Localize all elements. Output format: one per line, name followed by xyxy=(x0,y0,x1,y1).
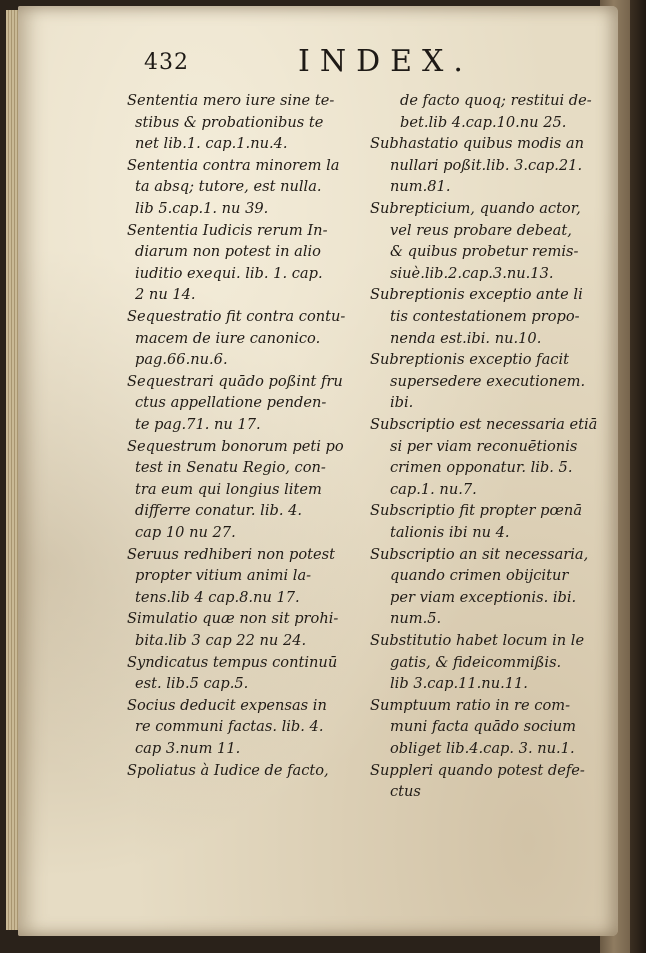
index-line: Subscriptio est necessaria etiā xyxy=(370,416,598,433)
index-line: cap 3.num 11. xyxy=(135,740,241,757)
index-line: Sumptuum ratio in re com- xyxy=(370,696,571,714)
index-line: 2 nu 14. xyxy=(135,286,196,304)
index-line: Sententia contra minorem la xyxy=(127,156,340,174)
index-line: ibi. xyxy=(390,394,414,412)
index-line: per viam exceptionis. ibi. xyxy=(390,588,577,606)
index-line: re communi factas. lib. 4. xyxy=(135,718,324,736)
index-line: macem de iure canonico. xyxy=(135,329,321,347)
index-line: Suppleri quando potest defe- xyxy=(370,761,585,779)
index-line: crimen opponatur. lib. 5. xyxy=(390,459,573,477)
index-line: stibus & probationibus te xyxy=(135,113,324,131)
book-spine xyxy=(630,0,646,953)
index-line: si per viam reconuētionis xyxy=(390,437,578,455)
index-line: differre conatur. lib. 4. xyxy=(135,502,303,520)
page-number: 432 xyxy=(144,50,189,75)
index-line: Spoliatus à Iudice de facto, xyxy=(127,761,329,779)
index-line: net lib.1. cap.1.nu.4. xyxy=(135,135,288,153)
index-line: de facto quoq; restitui de- xyxy=(400,92,592,109)
index-line: propter vitium animi la- xyxy=(135,567,312,585)
index-line: supersedere executionem. xyxy=(390,372,586,390)
index-line: ctus xyxy=(390,783,421,801)
index-line: Socius deducit expensas in xyxy=(127,696,327,714)
index-line: Sententia mero iure sine te- xyxy=(127,92,335,109)
index-line: & quibus probetur remis- xyxy=(390,243,579,261)
index-line: tra eum qui longius litem xyxy=(135,480,322,498)
index-line: tens.lib 4 cap.8.nu 17. xyxy=(135,588,300,606)
index-line: muni facta quādo socium xyxy=(390,718,576,736)
index-line: tis contestationem propo- xyxy=(390,308,580,325)
index-line: talionis ibi nu 4. xyxy=(390,524,510,541)
index-line: cap 10 nu 27. xyxy=(135,524,236,541)
index-line: num.5. xyxy=(390,610,442,628)
index-line: Seruus redhiberi non potest xyxy=(127,545,336,563)
index-line: Subscriptio an sit necessaria, xyxy=(370,545,589,563)
index-line: Sententia Iudicis rerum In- xyxy=(127,221,328,239)
index-line: bet.lib 4.cap.10.nu 25. xyxy=(400,113,567,131)
index-line: obliget lib.4.cap. 3. nu.1. xyxy=(390,740,575,757)
index-line: Sequestrari quādo poßint fru xyxy=(127,372,343,390)
index-line: est. lib.5 cap.5. xyxy=(135,675,249,693)
index-line: Subrepticium, quando actor, xyxy=(370,200,581,217)
index-line: Subreptionis exceptio ante li xyxy=(370,286,583,304)
index-line: lib 5.cap.1. nu 39. xyxy=(135,200,269,217)
index-line: ta absq; tutore, est nulla. xyxy=(135,178,322,196)
index-line: vel reus probare debeat, xyxy=(390,221,572,239)
index-line: te pag.71. nu 17. xyxy=(135,416,261,433)
index-line: Substitutio habet locum in le xyxy=(370,632,585,649)
index-line: pag.66.nu.6. xyxy=(135,351,228,369)
index-line: lib 3.cap.11.nu.11. xyxy=(390,675,528,693)
index-line: Sequestratio fit contra contu- xyxy=(127,308,346,325)
index-line: bita.lib 3 cap 22 nu 24. xyxy=(135,632,307,649)
index-line: Subscriptio fit propter pœnā xyxy=(370,502,583,520)
index-line: Sequestrum bonorum peti po xyxy=(127,437,344,455)
index-line: siuè.lib.2.cap.3.nu.13. xyxy=(390,264,554,282)
index-line: iuditio exequi. lib. 1. cap. xyxy=(135,264,323,282)
running-title: INDEX. xyxy=(298,44,473,79)
index-line: Subhastatio quibus modis an xyxy=(370,135,584,153)
index-line: Syndicatus tempus continuū xyxy=(127,653,338,671)
index-line: nullari poßit.lib. 3.cap.21. xyxy=(390,156,583,174)
index-line: diarum non potest in alio xyxy=(135,243,321,261)
index-line: quando crimen obijcitur xyxy=(390,567,569,585)
index-line: gatis, & fideicommißis. xyxy=(390,653,562,671)
index-line: Subreptionis exceptio facit xyxy=(370,351,569,369)
index-line: num.81. xyxy=(390,178,451,196)
index-line: nenda est.ibi. nu.10. xyxy=(390,329,542,347)
index-line: ctus appellatione penden- xyxy=(135,394,327,412)
index-line: test in Senatu Regio, con- xyxy=(135,459,326,477)
page-header xyxy=(120,44,580,84)
index-line: cap.1. nu.7. xyxy=(390,480,477,498)
index-line: Simulatio quæ non sit prohi- xyxy=(127,610,339,628)
